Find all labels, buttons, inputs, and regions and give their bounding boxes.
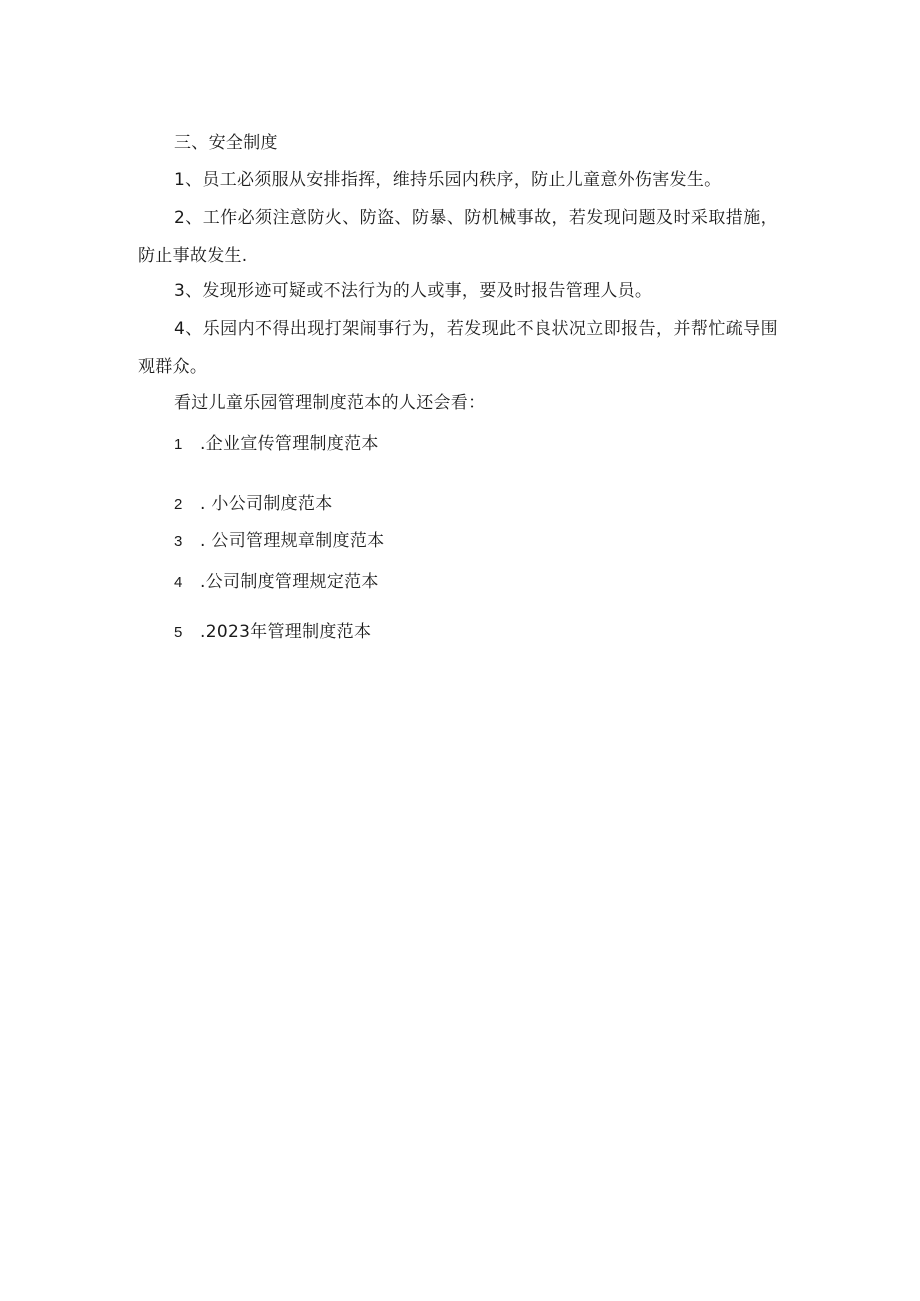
- rule-paragraph-3: 3、发现形迹可疑或不法行为的人或事，要及时报告管理人员。: [174, 281, 653, 301]
- related-heading: 看过儿童乐园管理制度范本的人还会看：: [174, 393, 486, 413]
- related-item-separator: .: [200, 494, 212, 514]
- related-item-number: 1: [174, 436, 183, 453]
- related-item-separator: .: [200, 434, 206, 454]
- related-item[interactable]: [174, 493, 333, 516]
- related-item-number: 4: [174, 574, 183, 591]
- related-item[interactable]: [174, 621, 371, 644]
- related-item-title[interactable]: 公司管理规章制度范本: [211, 531, 385, 551]
- section-heading: 三、安全制度: [174, 133, 278, 153]
- related-item-separator: .: [200, 622, 206, 642]
- related-item-title[interactable]: 企业宣传管理制度范本: [205, 434, 379, 454]
- rule-paragraph-4: 4、乐园内不得出现打架闹事行为，若发现此不良状况立即报告，并帮忙疏导围观群众。: [138, 319, 778, 377]
- related-item-title[interactable]: 小公司制度范本: [211, 494, 333, 514]
- rule-paragraph-2: 2、工作必须注意防火、防盗、防暴、防机械事故，若发现问题及时采取措施，防止事故发生.: [138, 208, 778, 266]
- related-item[interactable]: [174, 530, 384, 553]
- related-item-separator: .: [200, 572, 206, 592]
- related-item-separator: .: [200, 531, 212, 551]
- rule-paragraph-1: 1、员工必须服从安排指挥，维持乐园内秩序，防止儿童意外伤害发生。: [174, 170, 722, 190]
- related-item[interactable]: [174, 433, 379, 456]
- related-item-number: 2: [174, 496, 183, 513]
- related-item-number: 5: [174, 624, 183, 641]
- related-item-number: 3: [174, 533, 183, 550]
- related-item-title[interactable]: 公司制度管理规定范本: [205, 572, 379, 592]
- related-item-title[interactable]: 2023年管理制度范本: [205, 622, 372, 642]
- related-item[interactable]: [174, 571, 379, 594]
